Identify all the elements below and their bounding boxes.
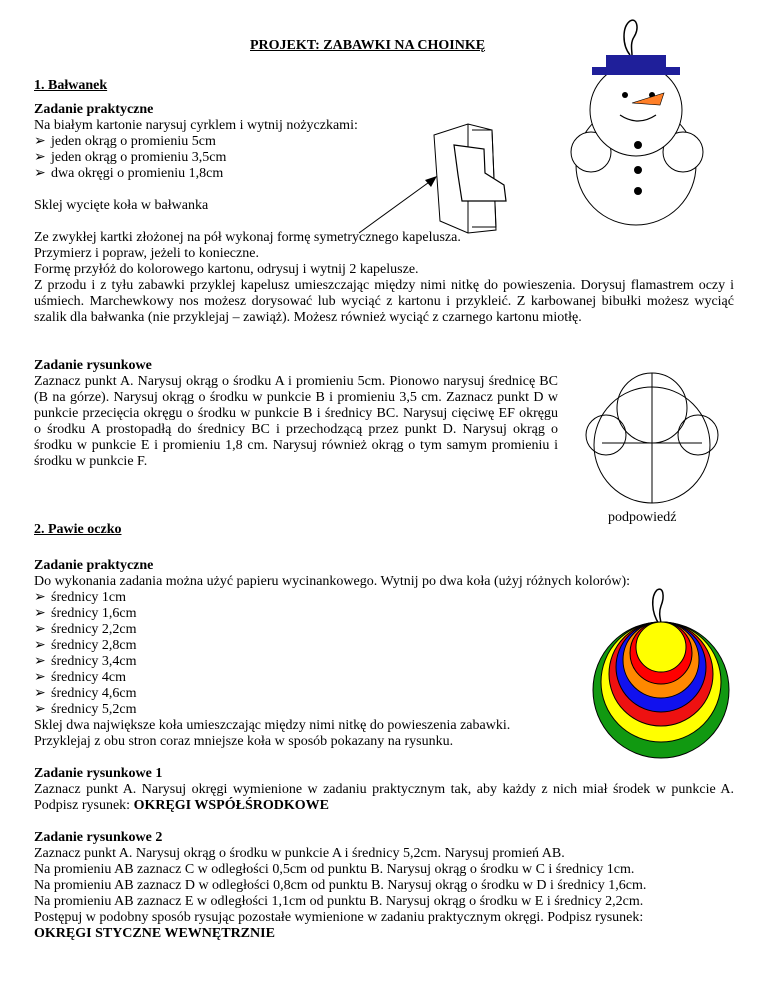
- practical-task-outro: Sklej dwa największe koła umieszczając między nimi nitkę do powieszenia zabawki.: [34, 718, 511, 733]
- hint-diagram: [580, 370, 730, 510]
- drawing-task-1-heading: Zadanie rysunkowe 1: [34, 766, 163, 781]
- practical-task-heading: Zadanie praktyczne: [34, 102, 154, 117]
- list-item: ➢ jeden okrąg o promieniu 5cm: [34, 134, 216, 149]
- paragraph: Ze zwykłej kartki złożonej na pół wykonaj formę symetrycznego kapelusza.: [34, 230, 461, 245]
- practical-task-heading: Zadanie praktyczne: [34, 558, 154, 573]
- list-item: ➢ średnicy 2,8cm: [34, 638, 137, 653]
- practical-task-outro: Przyklejaj z obu stron coraz mniejsze koła w sposób pokazany na rysunku.: [34, 734, 454, 749]
- snowman-illustration: [560, 15, 735, 235]
- arrow-icon: [355, 170, 445, 240]
- drawing-task-heading: Zadanie rysunkowe: [34, 358, 152, 373]
- list-item: ➢ jeden okrąg o promieniu 3,5cm: [34, 150, 227, 165]
- paragraph: Z przodu i z tyłu zabawki przyklej kapelusz umieszczając między nimi nitkę do powieszenia. Dorysuj flamastrem oczy i uśmiech. Marchewkowy nos możesz dorysować lub wyciąć z kartonu i przykleić. Z karbowanej bibułki możesz wyciąć szalik dla bałwanka (nie przyklejaj – zawiąż). Możesz również wyciąć z czarnego kartonu miotłę.: [34, 278, 734, 325]
- list-item: ➢ średnicy 4cm: [34, 670, 127, 685]
- glue-instruction: Sklej wycięte koła w bałwanka: [34, 198, 209, 213]
- practical-task-intro: Na białym kartonie narysuj cyrklem i wytnij nożyczkami:: [34, 118, 358, 133]
- paragraph: Formę przyłóż do kolorowego kartonu, odrysuj i wytnij 2 kapelusze.: [34, 262, 419, 277]
- paragraph: Postępuj w podobny sposób rysując pozostałe wymienione w zadaniu praktycznym okręgi. Podpisz rysunek:: [34, 910, 644, 925]
- peacock-eye-ornament-illustration: [585, 580, 745, 760]
- paragraph: Zaznacz punkt A. Narysuj okrąg o środku w punkcie A i średnicy 5,2cm. Narysuj promień AB.: [34, 846, 565, 861]
- list-item: ➢ średnicy 5,2cm: [34, 702, 137, 717]
- label-concentric: OKRĘGI WSPÓŁŚRODKOWE: [133, 798, 329, 813]
- hat-crown: [606, 55, 666, 67]
- drawing-task-2-heading: Zadanie rysunkowe 2: [34, 830, 163, 845]
- list-item: ➢ średnicy 2,2cm: [34, 622, 137, 637]
- paragraph: Na promieniu AB zaznacz C w odległości 0,5cm od punktu B. Narysuj okrąg o środku w C i średnicy 1cm.: [34, 862, 635, 877]
- paragraph: Przymierz i popraw, jeżeli to konieczne.: [34, 246, 259, 261]
- list-item: ➢ średnicy 3,4cm: [34, 654, 137, 669]
- section-heading-balwanek: 1. Bałwanek: [34, 78, 108, 93]
- list-item: ➢ średnicy 4,6cm: [34, 686, 137, 701]
- section-heading-pawie-oczko: 2. Pawie oczko: [34, 522, 122, 537]
- hint-label: podpowiedź: [608, 510, 677, 525]
- practical-task-intro: Do wykonania zadania można użyć papieru wycinankowego. Wytnij po dwa koła (użyj różnych kolorów):: [34, 574, 631, 589]
- paragraph: Na promieniu AB zaznacz D w odległości 0,8cm od punktu B. Narysuj okrąg o środku w D i średnicy 1,6cm.: [34, 878, 647, 893]
- page-title: PROJEKT: ZABAWKI NA CHOINKĘ: [250, 38, 486, 53]
- label-internally-tangent: OKRĘGI STYCZNE WEWNĘTRZNIE: [34, 926, 275, 941]
- list-item: ➢ średnicy 1,6cm: [34, 606, 137, 621]
- list-item: ➢ średnicy 1cm: [34, 590, 127, 605]
- list-item: ➢ dwa okręgi o promieniu 1,8cm: [34, 166, 224, 181]
- drawing-task-1-text: Zaznacz punkt A. Narysuj okręgi wymienione w zadaniu praktycznym tak, aby każdy z nich miał środek w punkcie A. Podpisz rysunek: OKRĘGI WSPÓŁŚRODKOWE: [34, 782, 734, 813]
- paragraph: Na promieniu AB zaznacz E w odległości 1,1cm od punktu B. Narysuj okrąg o środku w E i średnicy 2,2cm.: [34, 894, 644, 909]
- hat-brim: [592, 67, 680, 75]
- drawing-task-text: Zaznacz punkt A. Narysuj okrąg o środku A i promieniu 5cm. Pionowo narysuj średnicę BC (B na górze). Narysuj okrąg o środku w punkcie B i promieniu 3,5 cm. Zaznacz punkt D w punkcie przecięcia okręgu o środku w punkcie B i średnicy BC. Narysuj cięciwę EF okręgu o środku A prostopadłą do średnicy BC i przechodzącą przez punkt D. Narysuj okrąg o środku w punkcie E i promieniu 1,8 cm. Narysuj również okrąg o tym samym promieniu i środku w punkcie F.: [34, 374, 558, 469]
